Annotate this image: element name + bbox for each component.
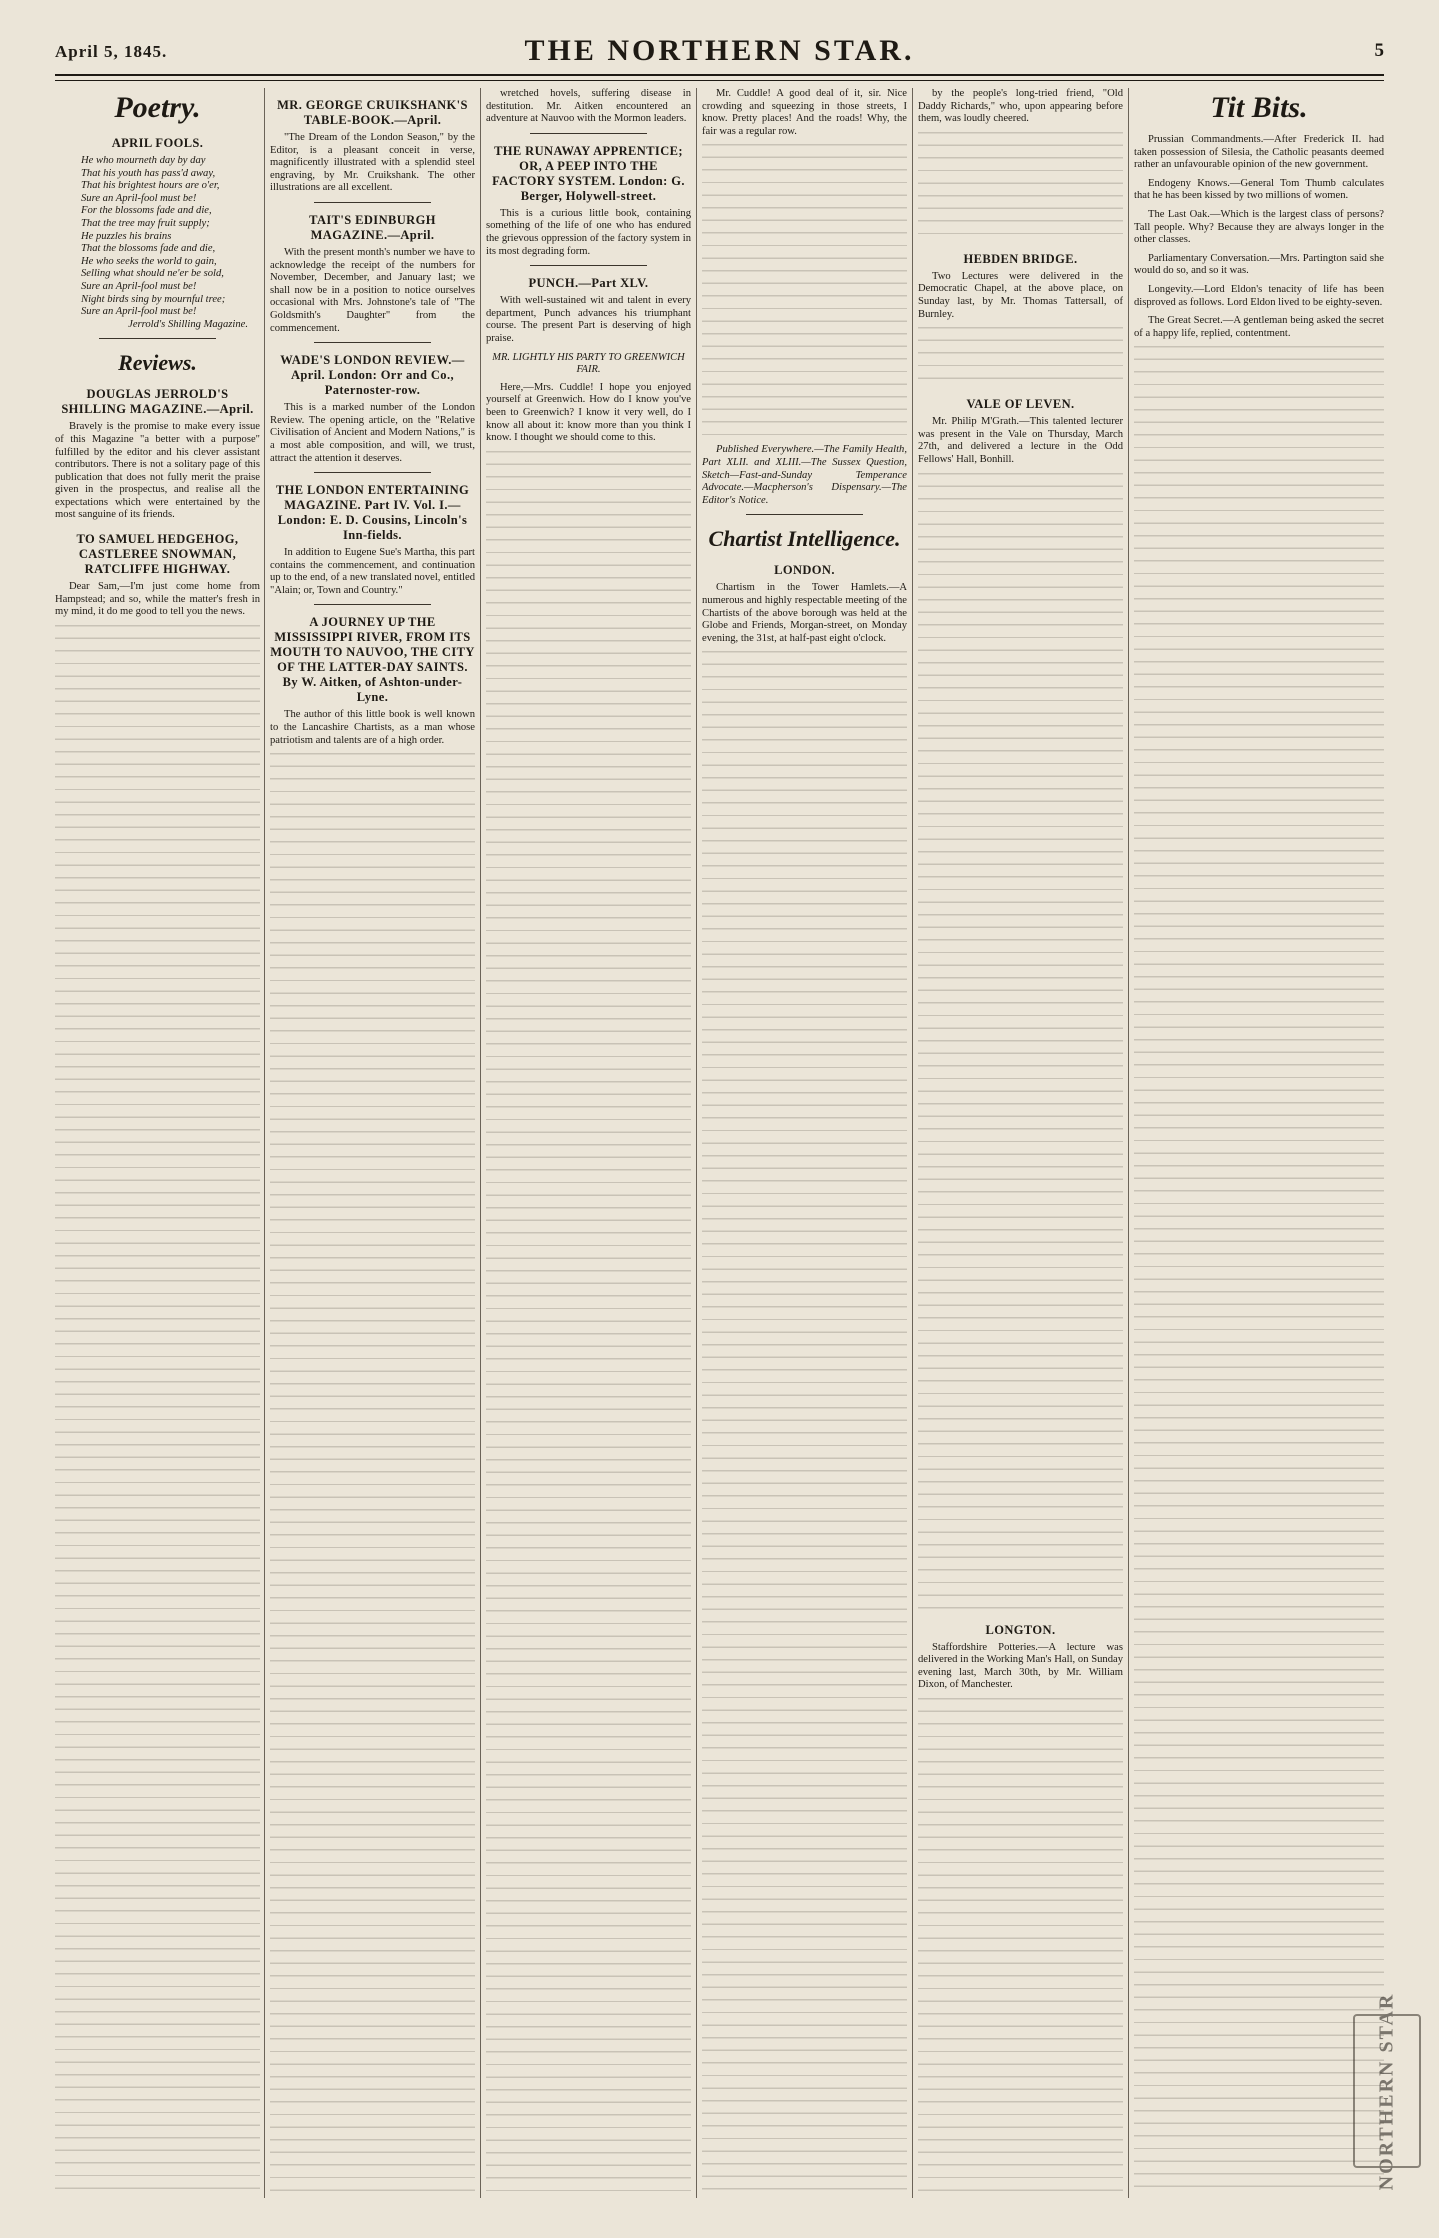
poem-line: Night birds sing by mournful tree; [81, 293, 226, 305]
poem-title: APRIL FOOLS. [111, 136, 204, 150]
review-text: This is a curious little book, containing something of the life of one who has endured the grievous oppression of the factory system in its most degrading form. [486, 207, 691, 257]
poem-line: He puzzles his brains [81, 230, 172, 242]
text-block [918, 327, 1123, 387]
review-text: wretched hovels, suffering disease in destitution. Mr. Aitken encountered an adventure at Nauvoo with the Mormon leaders. [486, 88, 691, 125]
report-text: Mr. Philip M'Grath.—This talented lecturer was present in the Vale on Thursday, March 27th, and delivered a lecture in the Odd Fellows' Hall, Bonhill. [918, 416, 1123, 465]
stamp-text: NORTHERN STAR [1375, 1992, 1398, 2190]
divider [314, 604, 431, 605]
locality-heading: VALE OF LEVEN. [966, 397, 1075, 412]
review-text: With well-sustained wit and talent in every department, Punch advances his triumphant course. The present Part is deserving of high praise. [486, 295, 691, 344]
divider [314, 342, 431, 343]
review-text: With the present month's number we have to acknowledge the receipt of the numbers for November, December, and January last; we shall now be in a position to notice ourselves occasional with Mrs. Johnstone's tale of "The Goldsmith's Daughter" from the commencement. [270, 246, 475, 334]
locality-heading: HEBDEN BRIDGE. [963, 251, 1078, 266]
poem [55, 155, 260, 331]
column-2 [270, 88, 475, 2198]
article-subheading: MR. LIGHTLY HIS PARTY TO GREENWICH FAIR. [492, 351, 685, 376]
letter-heading: TO SAMUEL HEDGEHOG, CASTLEREE SNOWMAN, RATCLIFFE HIGHWAY. [76, 532, 239, 577]
poem-line: He who mourneth day by day [81, 155, 206, 166]
review-heading: MR. GEORGE CRUIKSHANK'S TABLE-BOOK.—April. [277, 98, 468, 127]
review-heading: THE RUNAWAY APPRENTICE; OR, A PEEP INTO THE FACTORY SYSTEM. London: G. Berger, Holywell-street. [492, 143, 685, 203]
column-6 [1134, 88, 1384, 2198]
column-divider [912, 88, 913, 2198]
chartist-intelligence-heading: Chartist Intelligence. [708, 526, 901, 552]
review-text: This is a marked number of the London Review. The opening article, on the "Relative Civilisation of Ancient and Modern Nations," is a most able composition, and will, we trust, attract the attention it deserves. [270, 402, 475, 464]
review-text: Bravely is the promise to make every issue of this Magazine "a better with a purpose" fulfilled by the editor and his clever assistant contributors. There is not a solitary page of this publication that does not fully merit the praise given in the prospectus, and realise all the expectations which were entertained by the most sanguine of its friends. [55, 421, 260, 521]
review-heading: THE LONDON ENTERTAINING MAGAZINE. Part IV. Vol. I.—London: E. D. Cousins, Lincoln's Inn-fields. [275, 483, 470, 543]
text-block [486, 451, 691, 2198]
poem-line: For the blossoms fade and die, [81, 205, 212, 217]
poem-line: That the tree may fruit supply; [81, 217, 210, 229]
poetry-section-heading: Poetry. [114, 91, 201, 124]
poem-signature: Jerrold's Shilling Magazine. [128, 318, 248, 330]
divider [746, 514, 863, 515]
report-text: Two Lectures were delivered in the Democratic Chapel, at the above place, on Sunday last, by Mr. Thomas Tattersall, of Burnley. [918, 270, 1123, 320]
review-text: "The Dream of the London Season," by the Editor, is a pleasant conceit in verse, magnificently illustrated with a splendid steel engraving, by Mr. Cruikshank. The other illustrations are all excellent. [270, 132, 475, 194]
column-divider [1128, 88, 1129, 2198]
reviews-section-heading: Reviews. [118, 350, 197, 376]
review-heading: PUNCH.—Part XLV. [528, 276, 649, 291]
poem-line: Selling what should ne'er be sold, [81, 268, 224, 280]
review-heading: A JOURNEY UP THE MISSISSIPPI RIVER, FROM ITS MOUTH TO NAUVOO, THE CITY OF THE LATTER-DAY SAINTS. By W. Aitken, of Ashton-under-Lyne. [270, 615, 475, 705]
text-block [918, 1698, 1123, 2198]
tit-bit: Prussian Commandments.—After Frederick II. had taken possession of Silesia, the Catholic peasants deemed rather an unfavourable opinion of the new government. [1134, 134, 1384, 171]
newspaper-title: THE NORTHERN STAR. [524, 34, 915, 67]
tit-bit: Parliamentary Conversation.—Mrs. Partington said she would do so, and so it was. [1134, 252, 1384, 277]
report-text: Staffordshire Potteries.—A lecture was delivered in the Working Man's Hall, on Sunday evening last, March 30th, by Mr. William Dixon, of Manchester. [918, 1641, 1123, 1691]
review-heading: TAIT'S EDINBURGH MAGAZINE.—April. [309, 212, 436, 242]
tit-bit: The Last Oak.—Which is the largest class of persons? Tall people. Why? Because they are always longer in the other classes. [1134, 208, 1384, 246]
locality-heading: LONGTON. [985, 1622, 1056, 1637]
text-block [702, 651, 907, 2198]
tit-bit: The Great Secret.—A gentleman being asked the secret of a happy life, replied, contentment. [1134, 315, 1384, 339]
page-number: 5 [1374, 40, 1384, 61]
poem-line: Sure an April-fool must be! [81, 280, 197, 292]
library-stamp [1353, 1992, 1421, 2190]
report-text: Chartism in the Tower Hamlets.—A numerous and highly respectable meeting of the Chartists of the above borough was held at the Globe and Friends, Morgan-street, on Monday evening, the 31st, at half-past eight o'clock. [702, 582, 907, 644]
column-3 [486, 88, 691, 2198]
poem-line: Sure an April-fool must be! [81, 306, 197, 318]
column-divider [480, 88, 481, 2198]
locality-heading: LONDON. [774, 563, 835, 578]
publications-note: Published Everywhere.—The Family Health, Part XLII. and XLIII.—The Sussex Question, Sketch—Fast-and-Sunday Temperance Advocate.—Macpherson's Dispensary.—The Editor's Notice. [702, 444, 907, 506]
divider [530, 133, 647, 134]
text-block [55, 625, 260, 2198]
letter-text: Dear Sam,—I'm just come home from Hampstead; and so, while the matter's fresh in my mind, it do me good to tell you the news. [55, 581, 260, 618]
tit-bit: Longevity.—Lord Eldon's tenacity of life has been disproved as follows. Lord Eldon lived to be eighty-seven. [1134, 283, 1384, 308]
poem-line: He who seeks the world to gain, [81, 255, 217, 267]
masthead [55, 30, 1384, 76]
report-text: by the people's long-tried friend, "Old Daddy Richards," who, upon appearing before them, was loudly cheered. [918, 88, 1123, 125]
text-block [270, 753, 475, 2198]
column-divider [696, 88, 697, 2198]
divider [530, 265, 647, 266]
poem-line: That the blossoms fade and die, [81, 243, 216, 255]
tit-bit: Endogeny Knows.—General Tom Thumb calculates that he has been kissed by two millions of women. [1134, 177, 1384, 202]
column-1 [55, 88, 260, 2198]
poem-line: That his youth has pass'd away, [81, 167, 216, 179]
issue-date: April 5, 1845. [55, 42, 168, 61]
text-block [918, 473, 1123, 1613]
review-heading: WADE'S LONDON REVIEW.—April. London: Orr and Co., Paternoster-row. [280, 353, 465, 398]
poem-line: That his brightest hours are o'er, [81, 180, 220, 192]
poem-line: Sure an April-fool must be! [81, 192, 197, 204]
text-block [702, 144, 907, 444]
divider [99, 338, 216, 339]
tit-bits-section-heading: Tit Bits. [1210, 91, 1308, 124]
text-block [1134, 346, 1384, 2198]
article-text: Here,—Mrs. Cuddle! I hope you enjoyed yourself at Greenwich. How do I know you've been to Greenwich? I know it very well, do I know all about it: know more than you think I know. I thought we should come to this. [486, 381, 691, 444]
divider [314, 472, 431, 473]
column-4 [702, 88, 907, 2198]
article-text: Mr. Cuddle! A good deal of it, sir. Nice crowding and squeezing in those streets, I know. Pretty places! And the roads! Why, the fair was a regular row. [702, 88, 907, 137]
masthead-rule [55, 80, 1384, 81]
review-text: The author of this little book is well known to the Lancashire Chartists, as a man whose patriotism and talents are of a high order. [270, 709, 475, 746]
divider [314, 202, 431, 203]
column-5 [918, 88, 1123, 2198]
review-heading: DOUGLAS JERROLD'S SHILLING MAGAZINE.—April. [61, 387, 254, 417]
column-divider [264, 88, 265, 2198]
text-block [918, 132, 1123, 242]
review-text: In addition to Eugene Sue's Martha, this part contains the commencement, and continuation up to the end, of a new translated novel, entitled "Alain; or, Town and Country." [270, 547, 475, 596]
